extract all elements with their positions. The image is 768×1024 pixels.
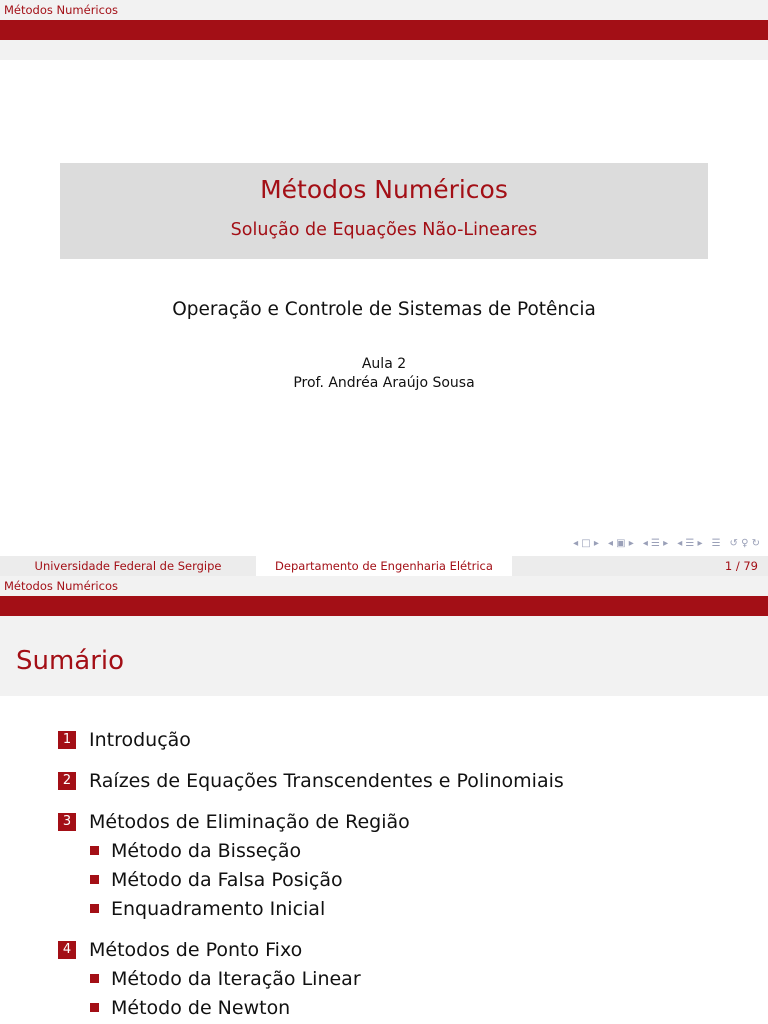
header-short-title: Métodos Numéricos [4,3,118,17]
toc-subsection[interactable] [58,964,748,993]
section-number-badge: 1 [58,731,76,749]
footer-department: Departamento de Engenharia Elétrica [275,559,493,573]
title-box [60,163,708,259]
toc-subsection[interactable] [58,865,748,894]
square-bullet-icon [90,904,99,913]
header-band [0,40,768,60]
lecture-number: Aula 2 [361,356,407,372]
section-title: Introdução [89,729,191,751]
square-bullet-icon [90,875,99,884]
nav-align-icon[interactable]: ☰ [711,537,721,549]
subsection-title: Método da Falsa Posição [111,868,343,891]
nav-section-icon[interactable]: ◂ ☰ ▸ [642,537,669,549]
summary-slide [0,576,768,1024]
beamer-navigation [573,536,760,550]
toc-section[interactable] [58,936,748,964]
table-of-contents [58,726,748,1022]
footer-department-cell [256,556,512,576]
subsection-title: Método de Newton [111,996,291,1019]
slide-footer [0,556,768,576]
nav-document-icon[interactable]: ◂ ☰ ▸ [677,537,703,549]
toc-section[interactable] [58,767,748,795]
toc-subsection[interactable] [58,894,748,923]
square-bullet-icon [90,974,99,983]
subsection-title: Método da Iteração Linear [111,967,361,990]
section-title: Métodos de Ponto Fixo [89,939,303,961]
toc-subsection[interactable] [58,836,748,865]
footer-institution: Universidade Federal de Sergipe [34,559,222,573]
footer-page-cell [512,556,768,576]
header-accent-bar [0,596,768,616]
author-name: Prof. Andréa Araújo Sousa [293,375,475,391]
section-number-badge: 4 [58,941,76,959]
toc-section[interactable] [58,726,748,754]
presentation-title: Métodos Numéricos [260,175,508,204]
slide-header [0,0,768,20]
header-short-title: Métodos Numéricos [4,579,118,593]
toc-section[interactable] [58,808,748,836]
section-title: Métodos de Eliminação de Região [89,811,410,833]
section-title: Raízes de Equações Transcendentes e Polinomiais [89,770,564,792]
subsection-title: Método da Bisseção [111,839,302,862]
nav-subsection-icon[interactable]: ◂ ▣ ▸ [607,537,634,549]
frame-title: Sumário [16,646,125,676]
section-number-badge: 2 [58,772,76,790]
section-number-badge: 3 [58,813,76,831]
header-accent-bar [0,20,768,40]
toc-subsection[interactable] [58,993,748,1022]
frame-title-band [0,616,768,696]
nav-search-icon[interactable]: ↺ ♀ ↻ [729,537,760,549]
nav-frame-icon[interactable]: ◂ □ ▸ [573,537,599,549]
course-name: Operação e Controle de Sistemas de Potência [172,299,596,320]
subsection-title: Enquadramento Inicial [111,897,326,920]
presentation-subtitle: Solução de Equações Não-Lineares [230,220,538,240]
square-bullet-icon [90,846,99,855]
footer-page-number: 1 / 79 [724,559,758,573]
square-bullet-icon [90,1003,99,1012]
footer-institution-cell [0,556,256,576]
slide-header [0,576,768,596]
